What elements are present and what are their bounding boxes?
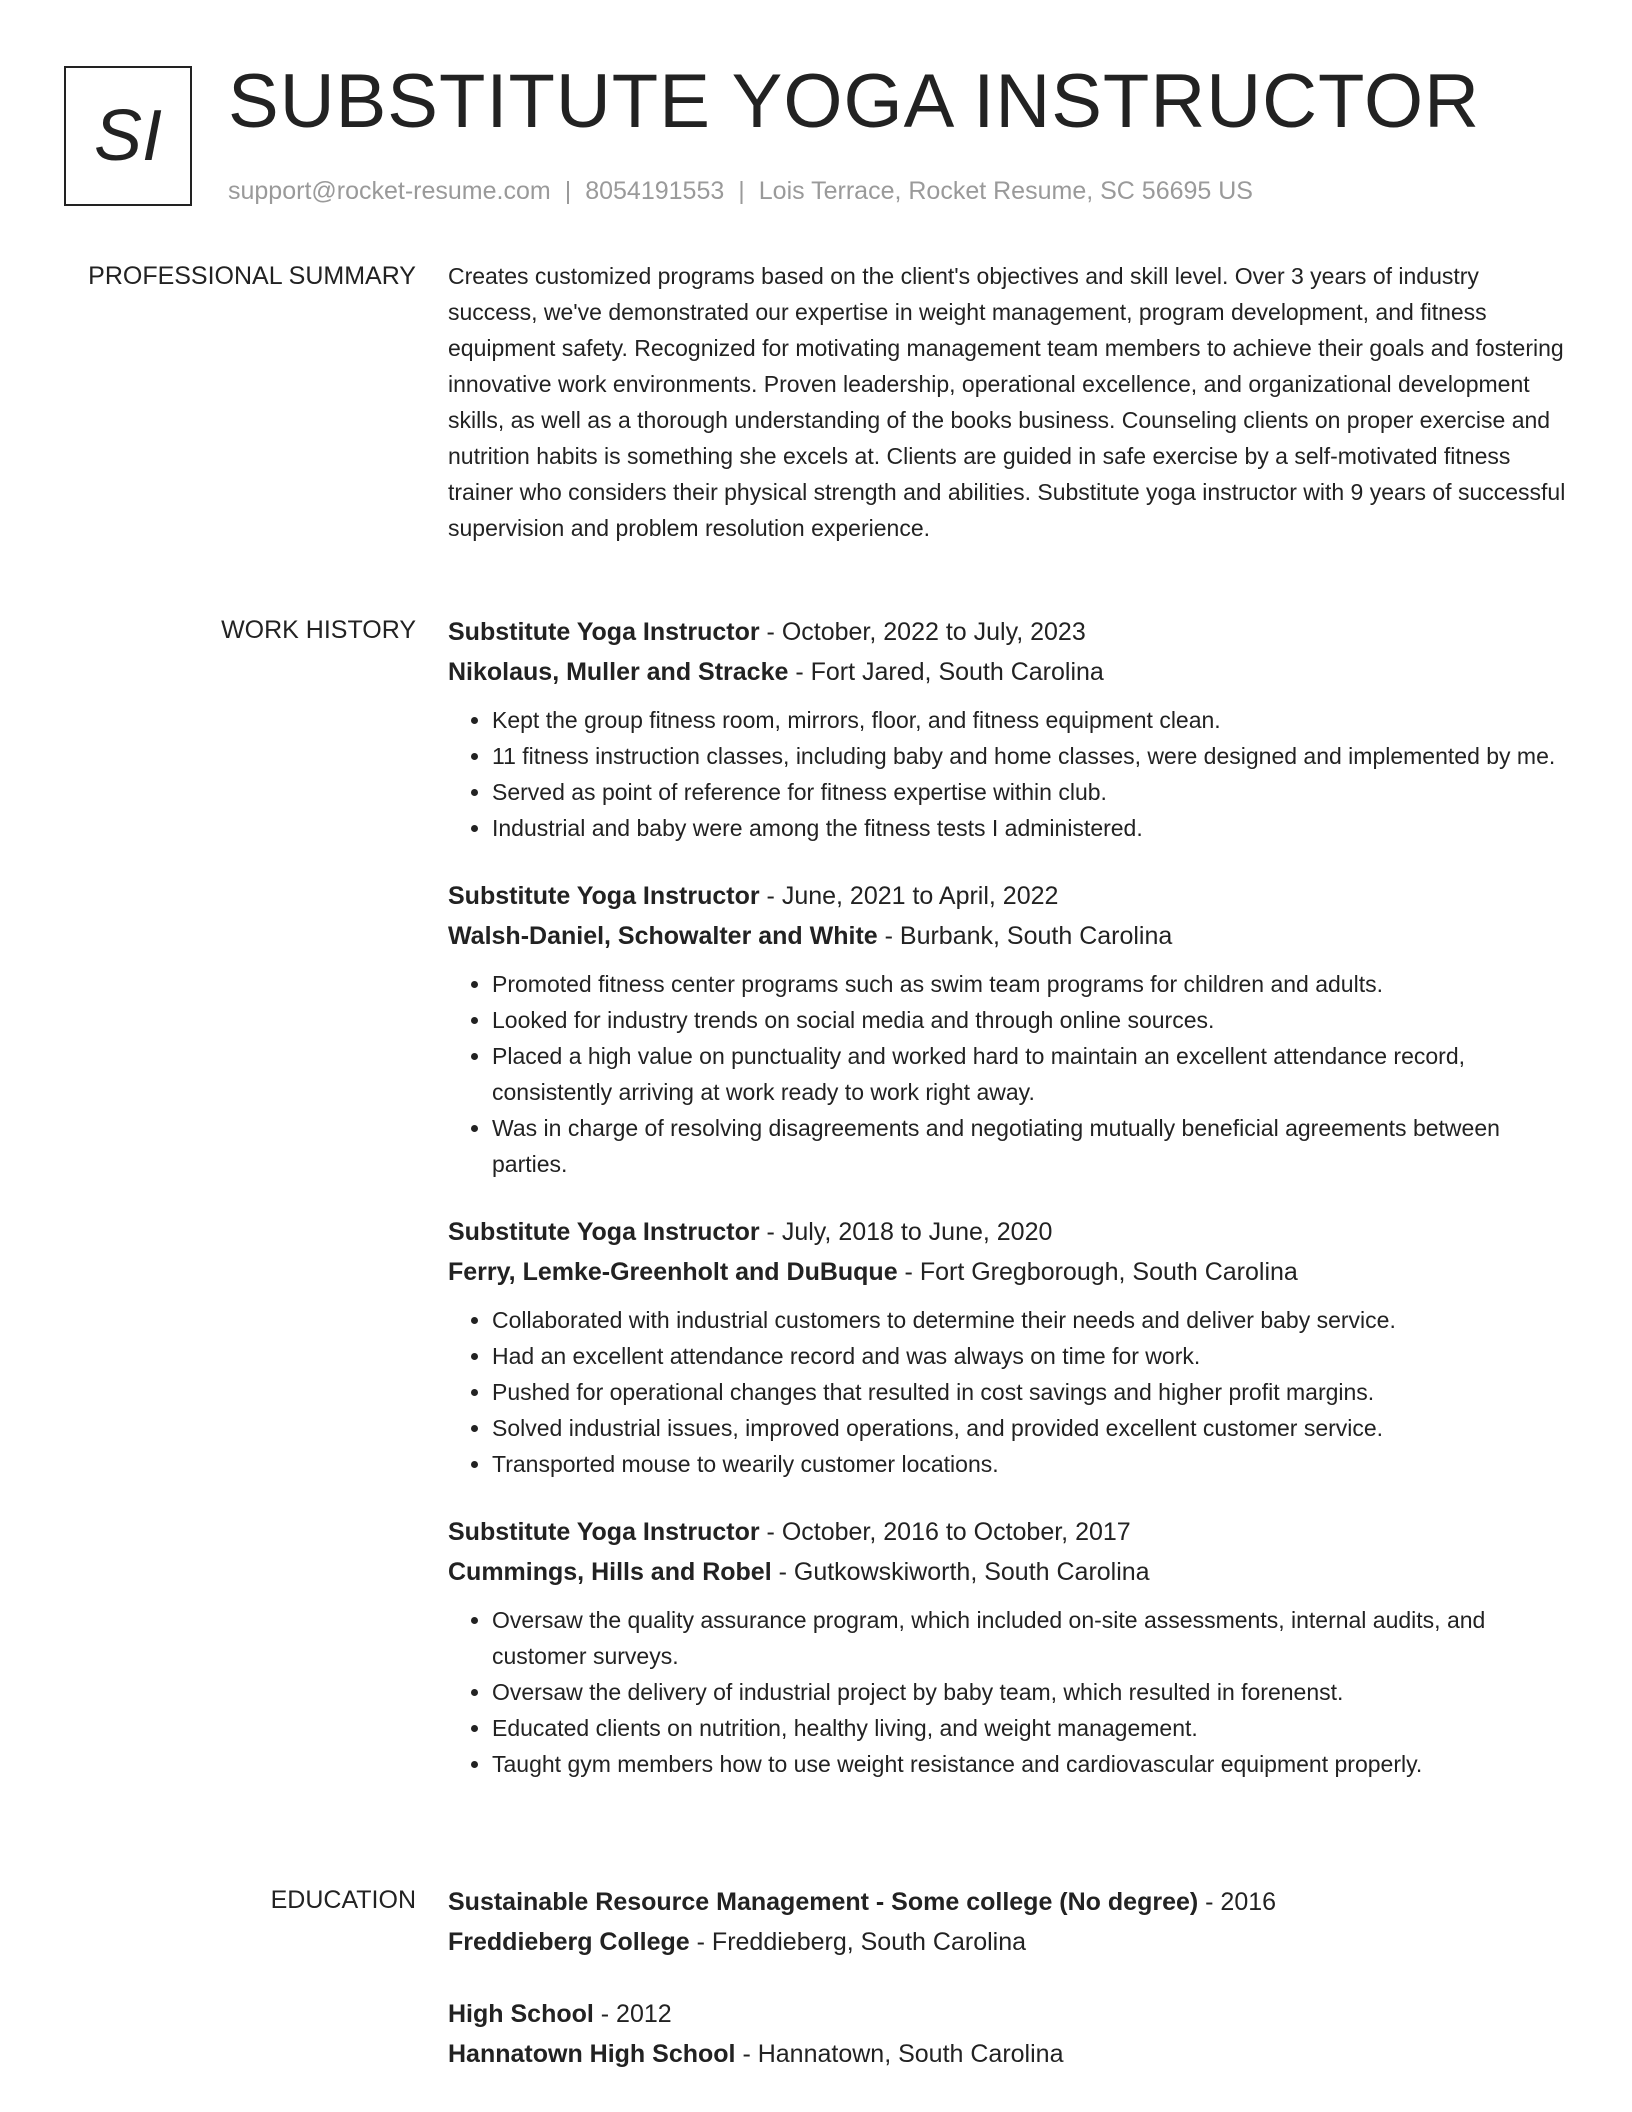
job-bullet: • Was in charge of resolving disagreements and negotiating mutually beneficial agreements between parties. — [492, 1110, 1568, 1182]
job-bullet: • Transported mouse to wearily customer locations. — [492, 1446, 1568, 1482]
job-company-line — [448, 1552, 1568, 1592]
job-company: Ferry, Lemke-Greenholt and DuBuque — [448, 1258, 898, 1286]
job-bullet: • Taught gym members how to use weight resistance and cardiovascular equipment properly. — [492, 1746, 1568, 1782]
work-history-label: WORK HISTORY — [221, 616, 416, 644]
job-bullet: • Placed a high value on punctuality and worked hard to maintain an excellent attendance record, consistently arriving at work ready to work right away. — [492, 1038, 1568, 1110]
job-bullet: • Looked for industry trends on social media and through online sources. — [492, 1002, 1568, 1038]
job-bullet: • Solved industrial issues, improved operations, and provided excellent customer service. — [492, 1410, 1568, 1446]
education-body — [448, 1882, 1568, 2106]
job-company-line — [448, 652, 1568, 692]
job-bullet: • Industrial and baby were among the fitness tests I administered. — [492, 810, 1568, 846]
education-entry — [448, 1994, 1568, 2074]
job-title-line — [448, 876, 1568, 916]
education-location: - Hannatown, South Carolina — [735, 2040, 1064, 2068]
job-title: Substitute Yoga Instructor — [448, 882, 760, 910]
job-bullets — [448, 966, 1568, 1182]
job-location: - Burbank, South Carolina — [877, 922, 1173, 950]
job-location: - Gutkowskiworth, South Carolina — [771, 1558, 1150, 1586]
education-label: EDUCATION — [270, 1886, 416, 1914]
education-year: - 2016 — [1198, 1888, 1277, 1916]
job-bullets — [448, 1302, 1568, 1482]
job-entry — [448, 1212, 1568, 1482]
job-dates: - October, 2022 to July, 2023 — [759, 618, 1086, 646]
education-school-line — [448, 2034, 1568, 2074]
education-school-line — [448, 1922, 1568, 1962]
job-title: Substitute Yoga Instructor — [448, 1218, 760, 1246]
job-bullets — [448, 1602, 1568, 1782]
job-bullets — [448, 702, 1568, 846]
contact-address: Lois Terrace, Rocket Resume, SC 56695 US — [758, 177, 1253, 205]
job-bullet: • Served as point of reference for fitness expertise within club. — [492, 774, 1568, 810]
education-school: Hannatown High School — [448, 2040, 736, 2068]
job-company-line — [448, 916, 1568, 956]
job-entry — [448, 1512, 1568, 1782]
contact-separator: | — [564, 177, 572, 205]
job-entry — [448, 876, 1568, 1182]
contact-phone: 8054191553 — [585, 177, 725, 205]
job-title-line — [448, 612, 1568, 652]
job-bullet: • Kept the group fitness room, mirrors, floor, and fitness equipment clean. — [492, 702, 1568, 738]
job-entry — [448, 612, 1568, 846]
education-degree-line — [448, 1994, 1568, 2034]
education-degree: Sustainable Resource Management - Some college (No degree) — [448, 1888, 1199, 1916]
page-title: SUBSTITUTE YOGA INSTRUCTOR — [228, 59, 1481, 144]
monogram-initials: SI — [93, 96, 163, 176]
education-location: - Freddieberg, South Carolina — [689, 1928, 1027, 1956]
job-bullet: • Had an excellent attendance record and was always on time for work. — [492, 1338, 1568, 1374]
job-title: Substitute Yoga Instructor — [448, 618, 760, 646]
job-bullet: • Educated clients on nutrition, healthy living, and weight management. — [492, 1710, 1568, 1746]
job-company: Nikolaus, Muller and Stracke — [448, 658, 789, 686]
summary-label: PROFESSIONAL SUMMARY — [88, 262, 416, 290]
job-title-line — [448, 1212, 1568, 1252]
job-location: - Fort Gregborough, South Carolina — [897, 1258, 1298, 1286]
job-dates: - June, 2021 to April, 2022 — [759, 882, 1059, 910]
job-location: - Fort Jared, South Carolina — [788, 658, 1104, 686]
contact-separator: | — [738, 177, 745, 205]
job-bullet: • Promoted fitness center programs such as swim team programs for children and adults. — [492, 966, 1568, 1002]
education-school: Freddieberg College — [448, 1928, 690, 1956]
job-dates: - October, 2016 to October, 2017 — [759, 1518, 1131, 1546]
monogram-box — [64, 66, 192, 206]
education-degree: High School — [448, 2000, 594, 2028]
job-bullet: • Collaborated with industrial customers to determine their needs and deliver baby service. — [492, 1302, 1568, 1338]
contact-line — [228, 174, 1253, 208]
education-year: - 2012 — [593, 2000, 672, 2028]
job-bullet: • 11 fitness instruction classes, including baby and home classes, were designed and implemented by me. — [492, 738, 1568, 774]
job-title: Substitute Yoga Instructor — [448, 1518, 760, 1546]
summary-body — [448, 258, 1568, 546]
job-dates: - July, 2018 to June, 2020 — [759, 1218, 1053, 1246]
job-company-line — [448, 1252, 1568, 1292]
work-history-body — [448, 612, 1568, 1812]
job-bullet: • Oversaw the quality assurance program, which included on-site assessments, internal audits, and customer surveys. — [492, 1602, 1568, 1674]
education-entry — [448, 1882, 1568, 1962]
education-degree-line — [448, 1882, 1568, 1922]
job-company: Walsh-Daniel, Schowalter and White — [448, 922, 878, 950]
job-title-line — [448, 1512, 1568, 1552]
job-bullet: • Oversaw the delivery of industrial project by baby team, which resulted in forenenst. — [492, 1674, 1568, 1710]
contact-email: support@rocket-resume.com — [228, 177, 551, 205]
job-bullet: • Pushed for operational changes that resulted in cost savings and higher profit margins. — [492, 1374, 1568, 1410]
summary-text: Creates customized programs based on the client's objectives and skill level. Over 3 years of industry success, we've demonstrated our expertise in weight management, program development, and fitness equipment safety. Recognized for motivating management team members to achieve their goals and fostering innovative work environments. Proven leadership, operational excellence, and organizational development skills, as well as a thorough understanding of the books business. Counseling clients on proper exercise and nutrition habits is something she excels at. Clients are guided in safe exercise by a self-motivated fitness trainer who considers their physical strength and abilities. Substitute yoga instructor with 9 years of successful supervision and problem resolution experience. — [448, 263, 1566, 541]
job-company: Cummings, Hills and Robel — [448, 1558, 772, 1586]
